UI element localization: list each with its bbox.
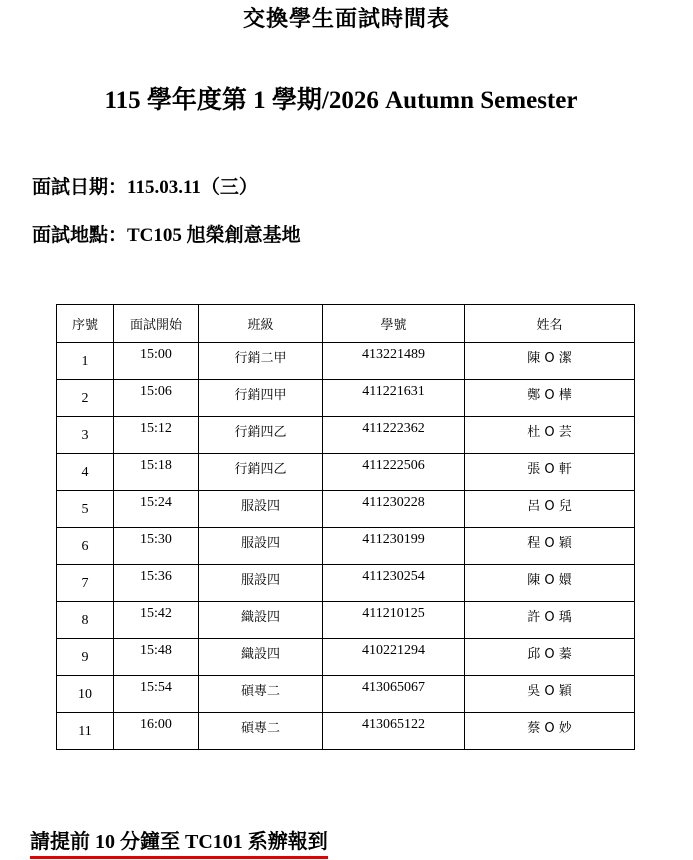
row-start-time: 15:12 — [114, 417, 199, 454]
row-class: 碩專二 — [199, 713, 323, 750]
row-start-time: 15:54 — [114, 676, 199, 713]
row-name: 邱 O 蓁 — [465, 639, 635, 676]
row-name: 張 O 軒 — [465, 454, 635, 491]
table-row — [57, 713, 635, 750]
row-index: 5 — [57, 491, 114, 528]
row-class: 行銷四甲 — [199, 380, 323, 417]
row-class: 織設四 — [199, 639, 323, 676]
row-start-time: 15:18 — [114, 454, 199, 491]
interview-schedule-table — [56, 304, 635, 750]
table-row — [57, 639, 635, 676]
row-start-time: 15:00 — [114, 343, 199, 380]
table-row — [57, 343, 635, 380]
row-student-id: 410221294 — [323, 639, 465, 676]
header-student-id: 學號 — [323, 305, 465, 343]
header-class: 班級 — [199, 305, 323, 343]
table-row — [57, 602, 635, 639]
header-row — [57, 305, 635, 343]
row-index: 9 — [57, 639, 114, 676]
table-row — [57, 454, 635, 491]
row-student-id: 411222506 — [323, 454, 465, 491]
table-header — [57, 305, 635, 343]
row-name: 陳 O 嬛 — [465, 565, 635, 602]
row-name: 許 O 瑀 — [465, 602, 635, 639]
table-row — [57, 676, 635, 713]
row-student-id: 411221631 — [323, 380, 465, 417]
row-index: 4 — [57, 454, 114, 491]
row-start-time: 15:36 — [114, 565, 199, 602]
table-row — [57, 565, 635, 602]
table-row — [57, 417, 635, 454]
table-row — [57, 491, 635, 528]
row-class: 服設四 — [199, 491, 323, 528]
row-class: 織設四 — [199, 602, 323, 639]
table-row — [57, 528, 635, 565]
row-index: 1 — [57, 343, 114, 380]
row-student-id: 411222362 — [323, 417, 465, 454]
row-index: 6 — [57, 528, 114, 565]
row-index: 10 — [57, 676, 114, 713]
table-body — [57, 343, 635, 750]
row-student-id: 413065067 — [323, 676, 465, 713]
row-start-time: 16:00 — [114, 713, 199, 750]
row-index: 2 — [57, 380, 114, 417]
row-name: 蔡 O 妙 — [465, 713, 635, 750]
row-student-id: 411230228 — [323, 491, 465, 528]
row-class: 服設四 — [199, 528, 323, 565]
row-student-id: 411230254 — [323, 565, 465, 602]
page-title: 交換學生面試時間表 — [242, 6, 450, 31]
row-start-time: 15:06 — [114, 380, 199, 417]
row-name: 呂 O 兒 — [465, 491, 635, 528]
row-name: 程 O 穎 — [465, 528, 635, 565]
table-row — [57, 380, 635, 417]
row-name: 陳 O 潔 — [465, 343, 635, 380]
row-name: 吳 O 穎 — [465, 676, 635, 713]
row-start-time: 15:24 — [114, 491, 199, 528]
header-start-time: 面試開始 — [114, 305, 199, 343]
header-name: 姓名 — [465, 305, 635, 343]
row-index: 8 — [57, 602, 114, 639]
row-class: 行銷四乙 — [199, 454, 323, 491]
row-class: 行銷二甲 — [199, 343, 323, 380]
row-index: 7 — [57, 565, 114, 602]
row-class: 服設四 — [199, 565, 323, 602]
row-index: 3 — [57, 417, 114, 454]
row-name: 鄭 O 樺 — [465, 380, 635, 417]
check-in-note: 請提前 10 分鐘至 TC101 系辦報到 — [30, 825, 328, 859]
header-index: 序號 — [57, 305, 114, 343]
row-start-time: 15:48 — [114, 639, 199, 676]
row-student-id: 411210125 — [323, 602, 465, 639]
row-student-id: 413221489 — [323, 343, 465, 380]
row-start-time: 15:30 — [114, 528, 199, 565]
semester-subtitle: 115 學年度第 1 學期/2026 Autumn Semester — [104, 87, 578, 114]
row-student-id: 413065122 — [323, 713, 465, 750]
row-index: 11 — [57, 713, 114, 750]
interview-date: 面試日期：115.03.11（三） — [32, 177, 258, 198]
interview-location: 面試地點：TC105 旭榮創意基地 — [32, 225, 301, 246]
row-student-id: 411230199 — [323, 528, 465, 565]
row-name: 杜 O 芸 — [465, 417, 635, 454]
row-start-time: 15:42 — [114, 602, 199, 639]
row-class: 行銷四乙 — [199, 417, 323, 454]
row-class: 碩專二 — [199, 676, 323, 713]
